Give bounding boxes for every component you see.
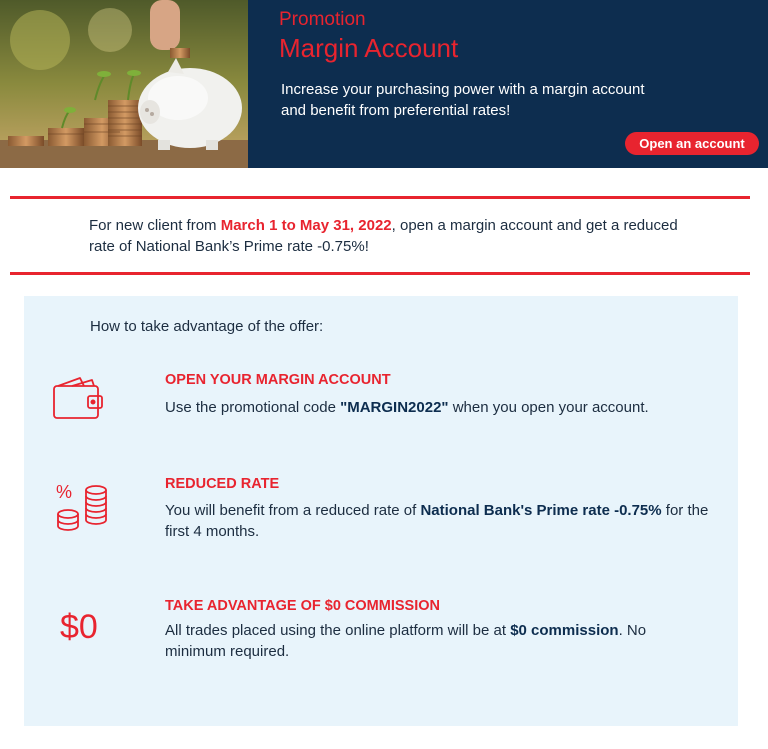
step-2-text-end: for the first 4 months.	[165, 502, 709, 540]
step-1-text-start: Use the promotional code	[165, 399, 341, 416]
promo-kicker: Promotion	[279, 9, 366, 30]
bottom-divider	[10, 272, 750, 275]
promo-description: Increase your purchasing power with a margin account and benefit from preferential rates!	[281, 81, 645, 119]
step-2-text-start: You will benefit from a reduced rate of	[165, 502, 421, 519]
piggy-bank-image	[0, 0, 248, 168]
promo-panel	[248, 0, 768, 168]
step-1-text	[165, 397, 705, 418]
commission-highlight: $0 commission	[510, 622, 619, 639]
offer-steps-panel	[24, 296, 738, 726]
zero-dollar-icon: $0	[60, 608, 98, 646]
svg-text:%: %	[56, 482, 73, 502]
prime-rate-highlight: National Bank's Prime rate -0.75%	[420, 502, 662, 519]
offer-intro: How to take advantage of the offer:	[90, 318, 324, 335]
offer-notice	[89, 215, 689, 257]
notice-text-end: , open a margin account and get a reduced rate of National Bank’s Prime rate -0.75%!	[89, 217, 678, 255]
step-3-text	[165, 620, 705, 662]
page-title: Margin Account	[279, 33, 459, 63]
step-3-title: TAKE ADVANTAGE OF $0 COMMISSION	[165, 598, 440, 614]
notice-date-range: March 1 to May 31, 2022	[220, 217, 392, 234]
step-1-text-end: when you open your account.	[448, 399, 649, 416]
promo-banner	[0, 0, 768, 168]
step-3-text-start: All trades placed using the online platform will be at	[165, 622, 511, 639]
top-divider	[10, 196, 750, 199]
step-1-title: OPEN YOUR MARGIN ACCOUNT	[165, 372, 391, 388]
step-2-text	[165, 500, 725, 542]
step-3-text-end: . No minimum required.	[165, 622, 647, 660]
open-account-button[interactable]: Open an account	[625, 132, 759, 155]
step-2-title: REDUCED RATE	[165, 476, 280, 492]
wallet-icon	[52, 376, 106, 427]
percent-coins-icon	[54, 482, 112, 539]
promo-code: "MARGIN2022"	[340, 399, 449, 416]
notice-text-start: For new client from	[89, 217, 221, 234]
